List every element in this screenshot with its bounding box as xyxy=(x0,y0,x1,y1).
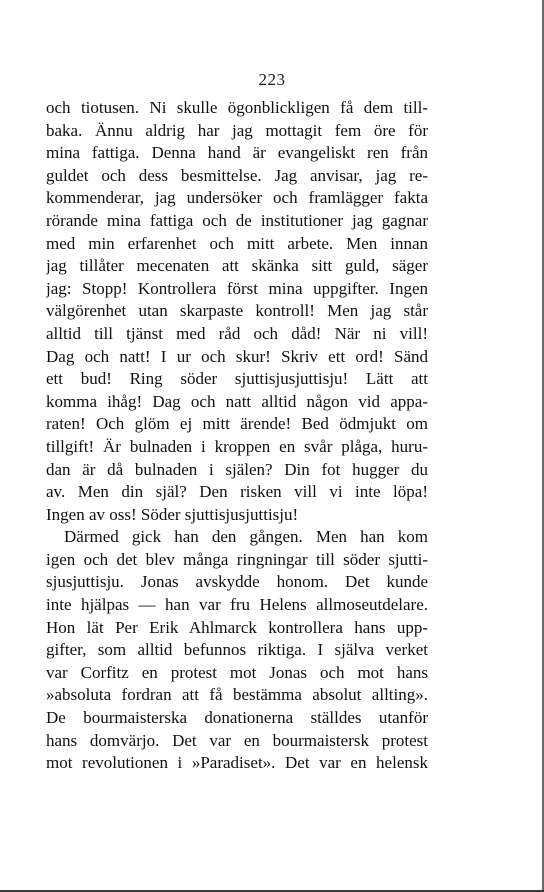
text-line: var Corfitz en protest mot Jonas och mot hans xyxy=(46,662,428,682)
page-number: 223 xyxy=(258,70,286,89)
text-line: kommenderar, jag undersöker och framlägger fakta xyxy=(46,188,428,208)
text-line: rörande mina fattiga och de institutioner jag gagnar xyxy=(46,210,428,230)
text-line: alltid till tjänst med råd och dåd! När ni vill! xyxy=(46,323,428,343)
paragraph-start-line: Därmed gick han den gången. Men han kom xyxy=(64,527,428,547)
text-line: mot revolutionen i »Paradiset». Det var en helensk xyxy=(46,753,428,773)
text-line: raten! Och glöm ej mitt ärende! Bed ödmjukt om xyxy=(46,414,428,434)
text-line: De bourmaisterska donationerna ställdes utanför xyxy=(46,708,428,728)
text-line: jag: Stopp! Kontrollera först mina uppgifter. Ingen xyxy=(46,278,428,298)
text-line: av. Men din själ? Den risken vill vi inte löpa! xyxy=(46,482,428,502)
text-line: välgörenhet utan skarpaste kontroll! Men jag står xyxy=(46,301,428,321)
text-line: Ingen av oss! Söder sjuttisjusjuttisju! xyxy=(46,504,299,524)
text-line: hans domvärjo. Det var en bourmaistersk protest xyxy=(46,730,428,750)
text-line: inte hjälpas — han var fru Helens allmoseutdelare. xyxy=(46,595,428,615)
text-line: igen och det blev många ringningar till söder sjutti- xyxy=(46,549,428,569)
text-line: sjusjuttisju. Jonas avskydde honom. Det kunde xyxy=(46,572,428,592)
text-line: komma ihåg! Dag och natt alltid någon vid appa- xyxy=(46,391,428,411)
text-line: dan är då bulnaden i själen? Din fot hugger du xyxy=(46,459,428,479)
text-line: »absoluta fordran att få bestämma absolut allting». xyxy=(46,685,428,705)
text-line: jag tillåter mecenaten att skänka sitt guld, säger xyxy=(46,256,428,276)
text-line: mina fattiga. Denna hand är evangeliskt ren från xyxy=(46,143,428,163)
text-line: och tiotusen. Ni skulle ögonblickligen få dem till- xyxy=(46,98,428,117)
text-line: guldet och dess besmittelse. Jag anvisar, jag re- xyxy=(46,165,428,185)
body-text xyxy=(46,97,428,775)
text-line: tillgift! Är bulnaden i kroppen en svår plåga, huru- xyxy=(46,436,428,456)
text-line: gifter, som alltid befunnos riktiga. I själva verket xyxy=(46,640,428,660)
text-line: baka. Ännu aldrig har jag mottagit fem öre för xyxy=(46,120,428,140)
text-line: ett bud! Ring söder sjuttisjusjuttisju! Lätt att xyxy=(46,369,428,389)
text-line: Hon lät Per Erik Ahlmarck kontrollera hans upp- xyxy=(46,617,428,637)
text-line: Dag och natt! I ur och skur! Skriv ett ord! Sänd xyxy=(46,346,428,366)
text-line: med min erfarenhet och mitt arbete. Men innan xyxy=(46,233,428,253)
